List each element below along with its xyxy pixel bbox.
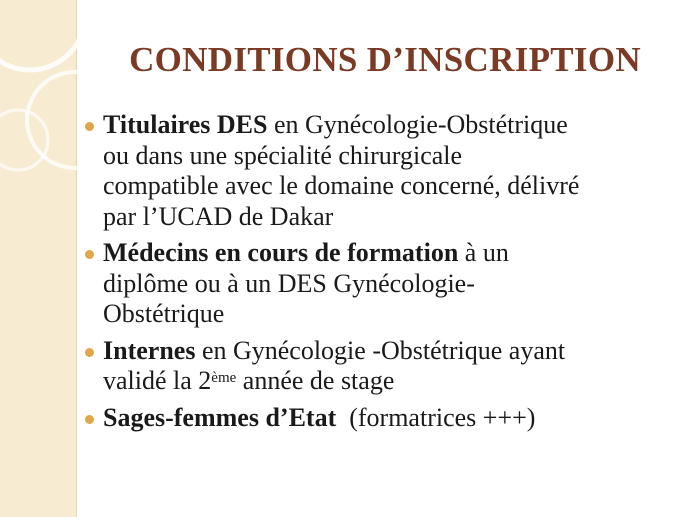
bullet-text: en Gynécologie-Obstétrique bbox=[267, 110, 568, 139]
bullet-bold-text: Internes bbox=[103, 335, 196, 365]
bullet-dot-icon bbox=[85, 122, 94, 131]
bullet-item-internes bbox=[82, 336, 682, 397]
bullet-bold-text: Médecins en cours de formation bbox=[103, 238, 459, 267]
bullet-dot-icon bbox=[85, 415, 94, 424]
bullet-bold-text: Sages-femmes d’Etat bbox=[103, 402, 337, 432]
bullet-dot-icon bbox=[85, 250, 94, 259]
bullet-dot-icon bbox=[85, 348, 94, 357]
bullet-item-titulaires bbox=[82, 110, 682, 232]
bullet-text: Obstétrique bbox=[103, 299, 225, 328]
bullet-text: en Gynécologie -Obstétrique ayant bbox=[195, 335, 566, 365]
bullet-text: validé la 2 bbox=[103, 366, 212, 395]
bullet-item-medecins bbox=[82, 238, 682, 330]
bullet-text: compatible avec le domaine concerné, délivré bbox=[103, 171, 580, 200]
bullet-text: année de stage bbox=[236, 366, 395, 395]
bullet-bold-text: Titulaires DES bbox=[103, 110, 268, 139]
bullet-text: diplôme ou à un DES Gynécologie- bbox=[103, 268, 475, 298]
side-band bbox=[0, 0, 77, 517]
bullet-item-sages-femmes bbox=[82, 403, 682, 434]
bullet-text: à un bbox=[458, 238, 509, 267]
bullet-text: par l’UCAD de Dakar bbox=[103, 201, 334, 231]
bullet-text: (formatrices +++) bbox=[336, 402, 536, 432]
bullet-list bbox=[82, 110, 682, 439]
slide-title: CONDITIONS D’INSCRIPTION bbox=[129, 40, 641, 79]
superscript-text: ème bbox=[211, 370, 237, 386]
bullet-text: ou dans une spécialité chirurgicale bbox=[103, 140, 463, 170]
